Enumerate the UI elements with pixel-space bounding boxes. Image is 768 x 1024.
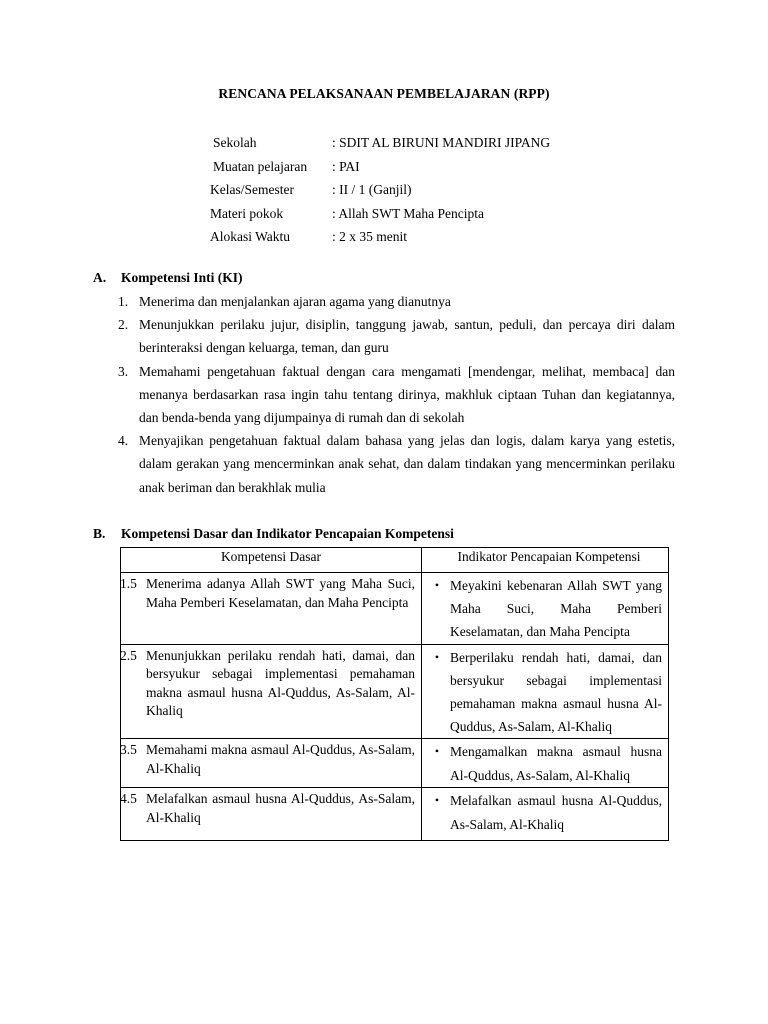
column-header: Indikator Pencapaian Kompetensi	[422, 548, 669, 573]
identity-row	[210, 202, 550, 226]
kd-text: Menunjukkan perilaku rendah hati, damai, dan bersyukur sebagai implementasi pemahaman makna asmaul husna Al-Quddus, As-Salam, Al-Khaliq	[146, 647, 415, 719]
identity-label: Muatan pelajaran	[213, 158, 308, 174]
list-number: 1.	[118, 294, 129, 309]
kd-cell	[121, 739, 422, 788]
kd-text: Memahami makna asmaul Al-Quddus, As-Salam, Al-Khaliq	[146, 742, 415, 776]
list-item	[118, 429, 675, 499]
indicator-text: Mengamalkan makna asmaul husna Al-Quddus, As-Salam, Al-Khaliq	[450, 744, 662, 783]
section-letter: B.	[93, 526, 106, 541]
table-row	[121, 739, 669, 788]
identity-label: Materi pokok	[210, 205, 284, 221]
identity-row	[210, 155, 550, 179]
section-b-heading	[93, 526, 454, 542]
kd-cell	[121, 644, 422, 739]
kompetensi-inti-list	[118, 290, 675, 499]
list-number: 4.	[118, 433, 129, 449]
identity-row	[210, 225, 550, 249]
indicator-cell	[422, 788, 669, 841]
kd-text: Menerima adanya Allah SWT yang Maha Suci, Maha Pemberi Keselamatan, dan Maha Pencipta	[146, 576, 415, 610]
kd-cell	[121, 573, 422, 645]
identity-row	[210, 178, 550, 202]
table-row	[121, 788, 669, 841]
table-header-row	[121, 548, 669, 573]
bullet-icon: •	[434, 744, 440, 759]
section-title: Kompetensi Dasar dan Indikator Pencapaian Kompetensi	[121, 526, 454, 541]
indicator-text: Melafalkan asmaul husna Al-Quddus, As-Salam, Al-Khaliq	[450, 793, 662, 832]
table-row	[121, 573, 669, 645]
indicator-text: Berperilaku rendah hati, damai, dan bersyukur sebagai implementasi pemahaman makna asmaul husna Al-Quddus, As-Salam, Al-Khaliq	[450, 649, 662, 735]
kd-number: 4.5	[120, 791, 137, 807]
identity-row	[210, 131, 550, 155]
kd-text: Melafalkan asmaul husna Al-Quddus, As-Salam, Al-Khaliq	[146, 791, 415, 825]
identity-value: : Allah SWT Maha Pencipta	[332, 205, 484, 221]
page-title: RENCANA PELAKSANAAN PEMBELAJARAN (RPP)	[218, 86, 550, 101]
list-text: Memahami pengetahuan faktual dengan cara mengamati [mendengar, melihat, membaca] dan menanya berdasarkan rasa ingin tahu tentang dirinya, makhluk ciptaan Tuhan dan kegiatannya, dan benda-benda yang dijumpainya di rumah dan di sekolah	[139, 363, 675, 426]
list-item	[118, 360, 675, 430]
bullet-icon: •	[434, 793, 440, 808]
indicator-cell	[422, 739, 669, 788]
table-row	[121, 644, 669, 739]
kd-number: 1.5	[120, 576, 137, 591]
section-letter: A.	[93, 270, 107, 285]
bullet-icon: •	[434, 578, 440, 592]
indicator-text: Meyakini kebenaran Allah SWT yang Maha Suci, Maha Pemberi Keselamatan, dan Maha Pencipta	[450, 578, 662, 640]
list-number: 3.	[118, 363, 129, 379]
column-header: Kompetensi Dasar	[121, 548, 422, 573]
indicator-cell	[422, 573, 669, 645]
list-text: Menerima dan menjalankan ajaran agama yang dianutnya	[139, 294, 451, 309]
identity-value: : II / 1 (Ganjil)	[332, 182, 412, 197]
identity-label: Sekolah	[213, 135, 257, 150]
list-item	[118, 290, 675, 313]
identity-value: : PAI	[332, 158, 360, 174]
list-item	[118, 313, 675, 359]
section-title: Kompetensi Inti (KI)	[121, 270, 243, 285]
kd-cell	[121, 788, 422, 841]
list-text: Menyajikan pengetahuan faktual dalam bahasa yang jelas dan logis, dalam karya yang estetis, dalam gerakan yang mencerminkan anak sehat, dan dalam tindakan yang mencerminkan perilaku anak beriman dan berakhlak mulia	[139, 433, 675, 495]
list-number: 2.	[118, 317, 129, 333]
identity-label: Alokasi Waktu	[210, 229, 291, 244]
list-text: Menunjukkan perilaku jujur, disiplin, tanggung jawab, santun, peduli, dan percaya diri dalam berinteraksi dengan keluarga, teman, dan guru	[139, 317, 675, 356]
indicator-cell	[422, 644, 669, 739]
bullet-icon: •	[434, 649, 440, 664]
kd-number: 2.5	[120, 647, 137, 663]
identity-value: : 2 x 35 menit	[332, 229, 407, 244]
kd-number: 3.5	[120, 742, 137, 758]
section-a-heading	[93, 270, 243, 286]
identity-value: : SDIT AL BIRUNI MANDIRI JIPANG	[332, 135, 551, 150]
identity-label: Kelas/Semester	[210, 182, 294, 197]
identity-block	[210, 131, 550, 249]
competency-table	[120, 547, 669, 841]
